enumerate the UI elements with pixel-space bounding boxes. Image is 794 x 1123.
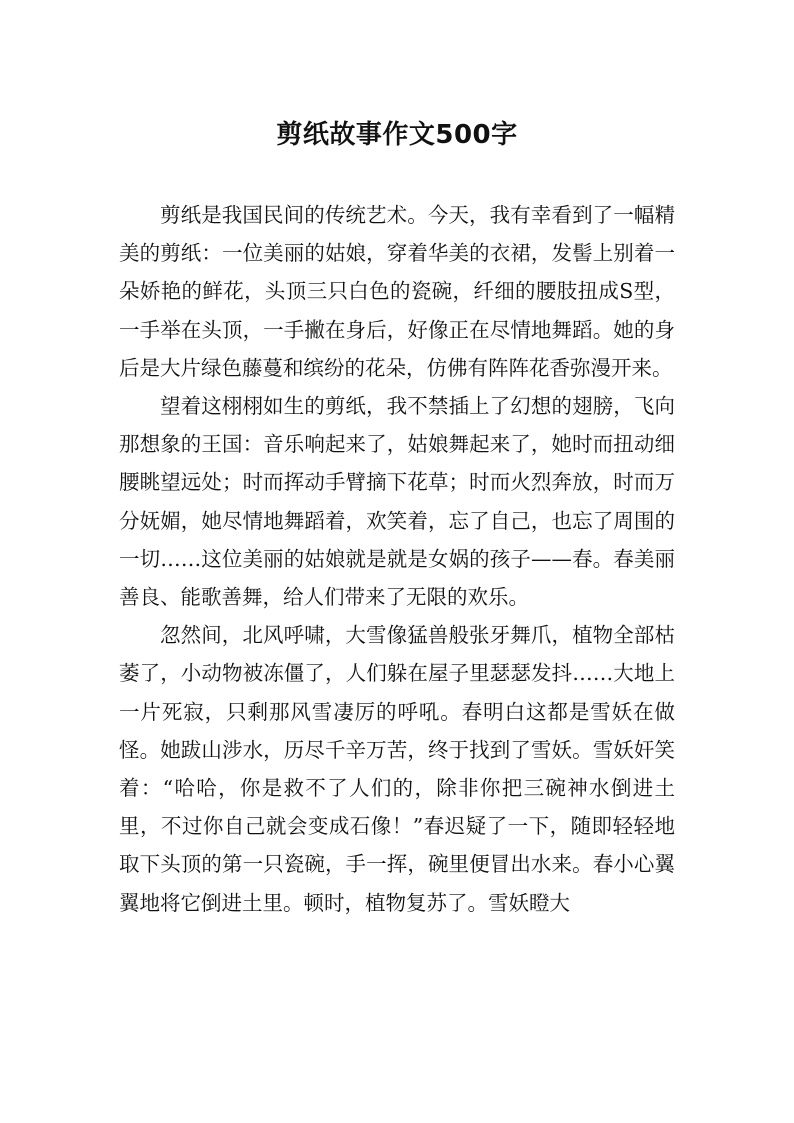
paragraph-3: 忽然间，北风呼啸，大雪像猛兽般张牙舞爪，植物全部枯萎了，小动物被冻僵了，人们躲在屋子里瑟瑟发抖……大地上一片死寂，只剩那风雪凄厉的呼吼。春明白这都是雪妖在做怪。她跋山涉水，历尽千辛万苦，终于找到了雪妖。雪妖奸笑着：“哈哈，你是救不了人们的，除非你把三碗神水倒进土里，不过你自己就会变成石像！”春迟疑了一下，随即轻轻地取下头顶的第一只瓷碗，手一挥，碗里便冒出水来。春小心翼翼地将它倒进土里。顿时，植物复苏了。雪妖瞪大 [119,623,675,915]
paragraph-2: 望着这栩栩如生的剪纸，我不禁插上了幻想的翅膀，飞向那想象的王国：音乐响起来了，姑娘舞起来了，她时而扭动细腰眺望远处；时而挥动手臂摘下花草；时而火烈奔放，时而万分妩媚，她尽情地舞蹈着，欢笑着，忘了自己，也忘了周围的一切……这位美丽的姑娘就是就是女娲的孩子——春。春美丽善良、能歌善舞，给人们带来了无限的欢乐。 [119,394,675,610]
document-body [119,196,675,922]
paragraph-1: 剪纸是我国民间的传统艺术。今天，我有幸看到了一幅精美的剪纸：一位美丽的姑娘，穿着华美的衣裙，发髻上别着一朵娇艳的鲜花，头顶三只白色的瓷碗，纤细的腰肢扭成S型，一手举在头顶，一手撇在身后，好像正在尽情地舞蹈。她的身后是大片绿色藤蔓和缤纷的花朵，仿佛有阵阵花香弥漫开来。 [119,203,675,380]
document-title: 剪纸故事作文500字 [276,120,518,151]
